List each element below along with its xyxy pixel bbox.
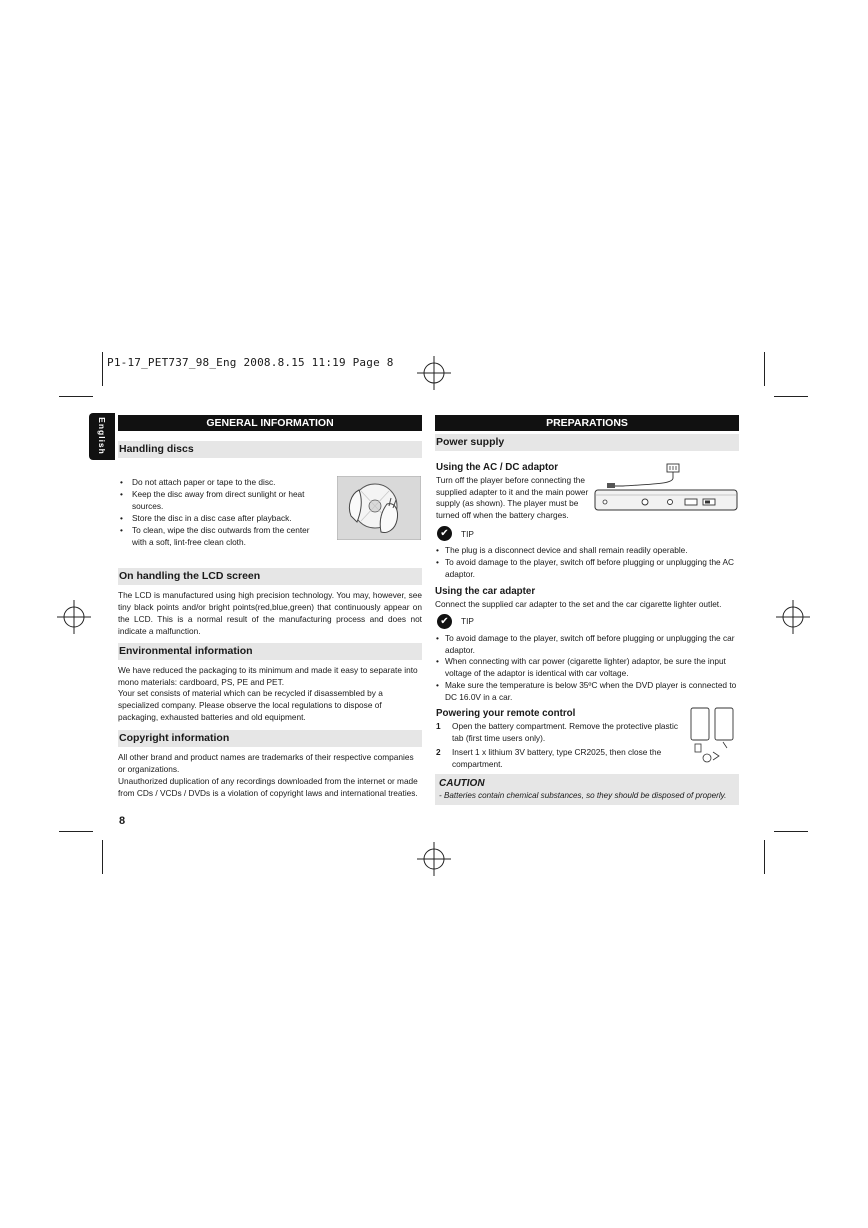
subsection-title: Power supply bbox=[435, 434, 739, 451]
section-header: PREPARATIONS bbox=[435, 415, 739, 431]
remote-steps bbox=[435, 721, 681, 771]
subsection-title: Copyright information bbox=[118, 730, 422, 747]
lcd-body: The LCD is manufactured using high precision technology. You may, however, see tiny black points and/or bright points(red,blue,green) that continuously appear on the LCD. This is a normal result of the manufacturing process and does not indicate a malfunction. bbox=[118, 590, 422, 636]
environment-body-1: We have reduced the packaging to its minimum and made it easy to separate into mono materials: cardboard, PS, PE and PET. bbox=[118, 664, 418, 687]
subsection-title: On handling the LCD screen bbox=[118, 568, 422, 585]
handling-discs-list bbox=[118, 477, 316, 548]
handling-discs-block bbox=[118, 458, 422, 547]
section-header: GENERAL INFORMATION bbox=[118, 415, 422, 431]
general-information-column bbox=[118, 415, 422, 800]
copyright-body-1: All other brand and product names are trademarks of their respective companies or organizations. bbox=[118, 752, 414, 775]
crop-mark bbox=[102, 840, 103, 874]
registration-mark-icon bbox=[57, 600, 91, 634]
tips-list bbox=[435, 545, 739, 581]
car-adapter-body: Connect the supplied car adapter to the set and the car cigarette lighter outlet. bbox=[435, 598, 722, 609]
caution-body: - Batteries contain chemical substances, so they should be disposed of properly. bbox=[439, 791, 727, 801]
preparations-column bbox=[435, 415, 739, 805]
ac-dc-title: Using the AC / DC adaptor bbox=[436, 462, 559, 473]
crop-mark bbox=[764, 352, 765, 386]
crop-mark bbox=[59, 831, 93, 832]
disc-handling-icon bbox=[337, 476, 421, 540]
tips-list bbox=[435, 633, 739, 704]
language-tab bbox=[89, 413, 115, 460]
list-item bbox=[435, 747, 681, 771]
checkmark-icon: ✔ bbox=[437, 526, 452, 541]
crop-mark bbox=[774, 396, 808, 397]
list-item: • Keep the disc away from direct sunlight or heat sources. bbox=[118, 489, 316, 513]
list-item: • To avoid damage to the player, switch off before plugging or unplugging the AC adaptor. bbox=[435, 557, 739, 581]
step-number: 2 bbox=[436, 746, 441, 757]
step-text: Insert 1 x lithium 3V battery, type CR2025, then close the compartment. bbox=[452, 746, 662, 769]
copyright-body-2: Unauthorized duplication of any recordings downloaded from the internet or made from CDs / VCDs / DVDs is a violation of copyright laws and international treaties. bbox=[118, 775, 418, 798]
subsection-title: Environmental information bbox=[118, 643, 422, 660]
dvd-player-adaptor-icon bbox=[593, 462, 739, 522]
list-item: • The plug is a disconnect device and shall remain readily operable. bbox=[435, 545, 739, 557]
ac-dc-body: Turn off the player before connecting the supplied adapter to it and the main power supply (as shown). The player must be turned off when the battery charges. bbox=[436, 475, 589, 521]
crop-mark bbox=[774, 831, 808, 832]
car-adapter-title: Using the car adapter bbox=[435, 585, 536, 597]
tip-label: TIP bbox=[461, 528, 474, 539]
list-item: • To avoid damage to the player, switch off before plugging or unplugging the car adaptor. bbox=[435, 633, 739, 657]
registration-mark-icon bbox=[417, 842, 451, 876]
crop-mark bbox=[102, 352, 103, 386]
remote-battery-icon bbox=[687, 706, 739, 768]
list-item: • Do not attach paper or tape to the disc. bbox=[118, 477, 316, 489]
remote-title: Powering your remote control bbox=[436, 708, 576, 720]
registration-mark-icon bbox=[417, 356, 451, 390]
list-item: • To clean, wipe the disc outwards from the center with a soft, lint-free clean cloth. bbox=[118, 525, 316, 549]
registration-mark-icon bbox=[776, 600, 810, 634]
caution-title: CAUTION bbox=[439, 778, 485, 790]
caution-box bbox=[435, 774, 739, 805]
subsection-title: Handling discs bbox=[118, 441, 422, 458]
environment-body-2: Your set consists of material which can be recycled if disassembled by a specialized company. Please observe the local regulations to dispose of packaging, exhausted batteries and old equipment. bbox=[118, 688, 383, 723]
page-number: 8 bbox=[119, 815, 126, 827]
tip-row bbox=[435, 613, 739, 630]
step-number: 1 bbox=[436, 721, 441, 732]
tip-row bbox=[435, 525, 739, 542]
checkmark-icon: ✔ bbox=[437, 614, 452, 629]
print-slug: P1-17_PET737_98_Eng 2008.8.15 11:19 Page 8 bbox=[107, 356, 394, 369]
list-item: • Store the disc in a disc case after playback. bbox=[118, 513, 316, 525]
step-text: Open the battery compartment. Remove the protective plastic tab (first time users only). bbox=[452, 721, 678, 743]
crop-mark bbox=[59, 396, 93, 397]
language-tab-label: English bbox=[97, 417, 107, 455]
list-item: • When connecting with car power (cigarette lighter) adaptor, be sure the input voltage of the adaptor is identical with car voltage. bbox=[435, 656, 739, 680]
list-item: • Make sure the temperature is below 35ºC when the DVD player is connected to DC 16.0V in a car. bbox=[435, 680, 739, 704]
ac-dc-block bbox=[435, 451, 739, 525]
remote-block bbox=[435, 708, 739, 770]
tip-label: TIP bbox=[461, 616, 474, 627]
list-item bbox=[435, 721, 681, 745]
crop-mark bbox=[764, 840, 765, 874]
